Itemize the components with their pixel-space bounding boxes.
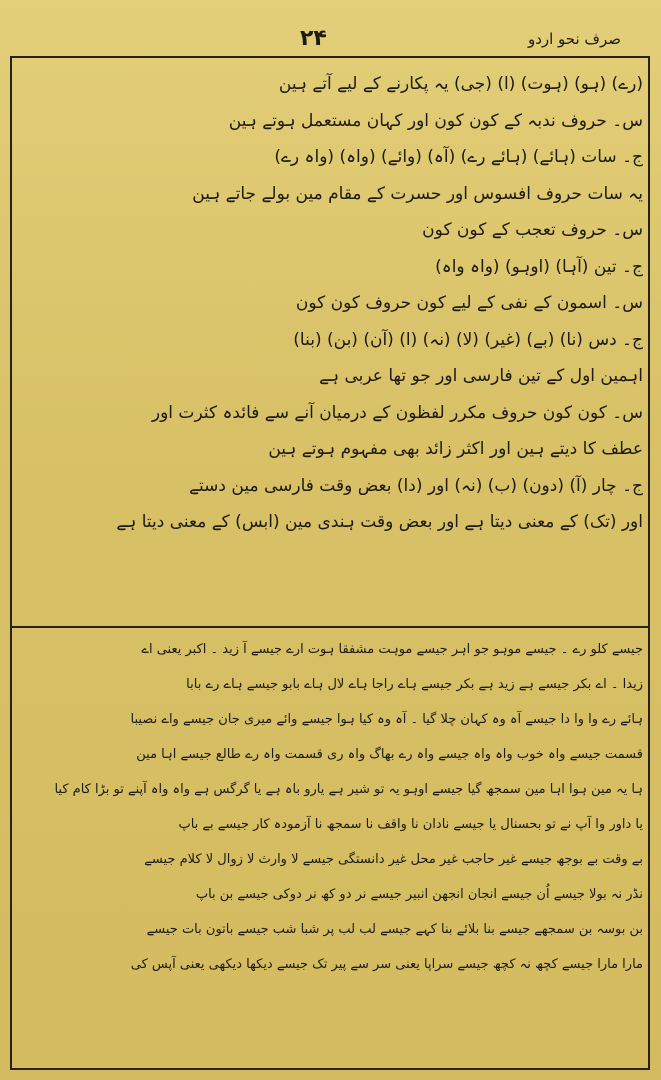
footnotes [14,632,643,982]
text-line: یہ سات حروف افسوس اور حسرت کے مقام مین بولے جاتے ہین [192,183,643,204]
text-line: س۔ حروف تعجب کے کون کون [422,220,643,240]
footnote-line: جیسے کلو رے ۔ جیسے موہو جو اہر جیسے موہت مشفقا ہوت ارے جیسے آ زید ۔ اکبر یعنی اے [141,642,643,657]
footnote-line: مارا مارا جیسے کچھ نہ کچھ جیسے سراپا یعنی سر سے پیر تک جیسے دیکھا دیکھی یعنی آپس کی [130,957,643,972]
footnote-line: بن بوسہ بن سمجھے جیسے بنا بلائے بنا کہے جیسے لب لب پر شبا شب جیسے باتون بات جیسے [146,922,643,937]
running-title: صرف نحو اردو [527,30,621,48]
text-line: اور (تک) کے معنی دیتا ہے اور بعض وقت ہندی مین (ابس) کے معنی دیتا ہے [116,512,643,532]
footnote-line: قسمت جیسے واہ خوب واہ واہ جیسے واہ رے بھاگ واہ ری قسمت واہ رے طالع جیسے اہا مین [136,747,643,762]
text-line: ج۔ سات (ہائے) (ہائے رے) (آہ) (وائے) (واہ) (واہ رے) [274,147,643,167]
text-line: ج۔ چار (آ) (دون) (ب) (نہ) اور (دا) بعض وقت فارسی مین دستے [189,475,643,496]
footnote-line: زیدا ۔ اے بکر جیسے ہے زید ہے بکر جیسے ہاے راجا ہاے لال ہاے بابو جیسے ہاے رے بابا [186,677,643,692]
footnote-line: نڈر نہ بولا جیسے اُن جیسے انجان انجھن انبیر جیسے نر دو کھ نر دوکی جیسے بن باپ [195,887,643,902]
text-line: س۔ کون کون حروف مکرر لفظون کے درمیان آنے سے فائدہ کثرت اور [151,402,643,423]
footnote-line: بے وقت بے بوجھ جیسے غیر حاجب غیر محل غیر دانستگی جیسے لا وارث لا زوال لا کلام جیسے [144,852,643,867]
page-number: ۲۴ [300,26,327,51]
footnote-line: ہا یہ مین ہوا اہا مین سمجھ گیا جیسے اوہو یہ تو شیر ہے یارو باہ ہے یا گرگس ہے واہ واہ آپنے تو بڑا کام کیا [54,782,643,797]
text-line: س۔ اسمون کے نفی کے لیے کون حروف کون کون [295,293,643,313]
footnote-divider [12,626,648,628]
text-line: اہمین اول کے تین فارسی اور جو تھا عربی ہے [319,366,643,386]
text-line: عطف کا دیتے ہین اور اکثر زائد بھی مفہوم ہوتے ہین [268,439,643,459]
main-text [14,66,643,541]
text-line: س۔ حروف ندبہ کے کون کون اور کہان مستعمل ہوتے ہین [228,110,643,131]
text-line: (رے) (ہو) (ہوت) (ا) (جی) یہ پکارنے کے لیے آتے ہین [278,74,643,94]
text-line: ج۔ دس (نا) (بے) (غیر) (لا) (نہ) (ا) (آن) (بن) (بنا) [293,329,643,350]
footnote-line: ہائے رے وا وا دا جیسے آہ وہ کہان چلا گیا ۔ آہ وہ کیا ہوا جیسے وائے میری جان جیسے واے نصیبا [130,712,643,727]
text-line: ج۔ تین (آہا) (اوہو) (واہ واہ) [435,256,643,277]
footnote-line: یا داور وا آپ نے تو بحسنال یا جیسے نادان نا واقف نا سمجھ نا آزمودہ کار جیسے بے باپ [178,817,643,832]
